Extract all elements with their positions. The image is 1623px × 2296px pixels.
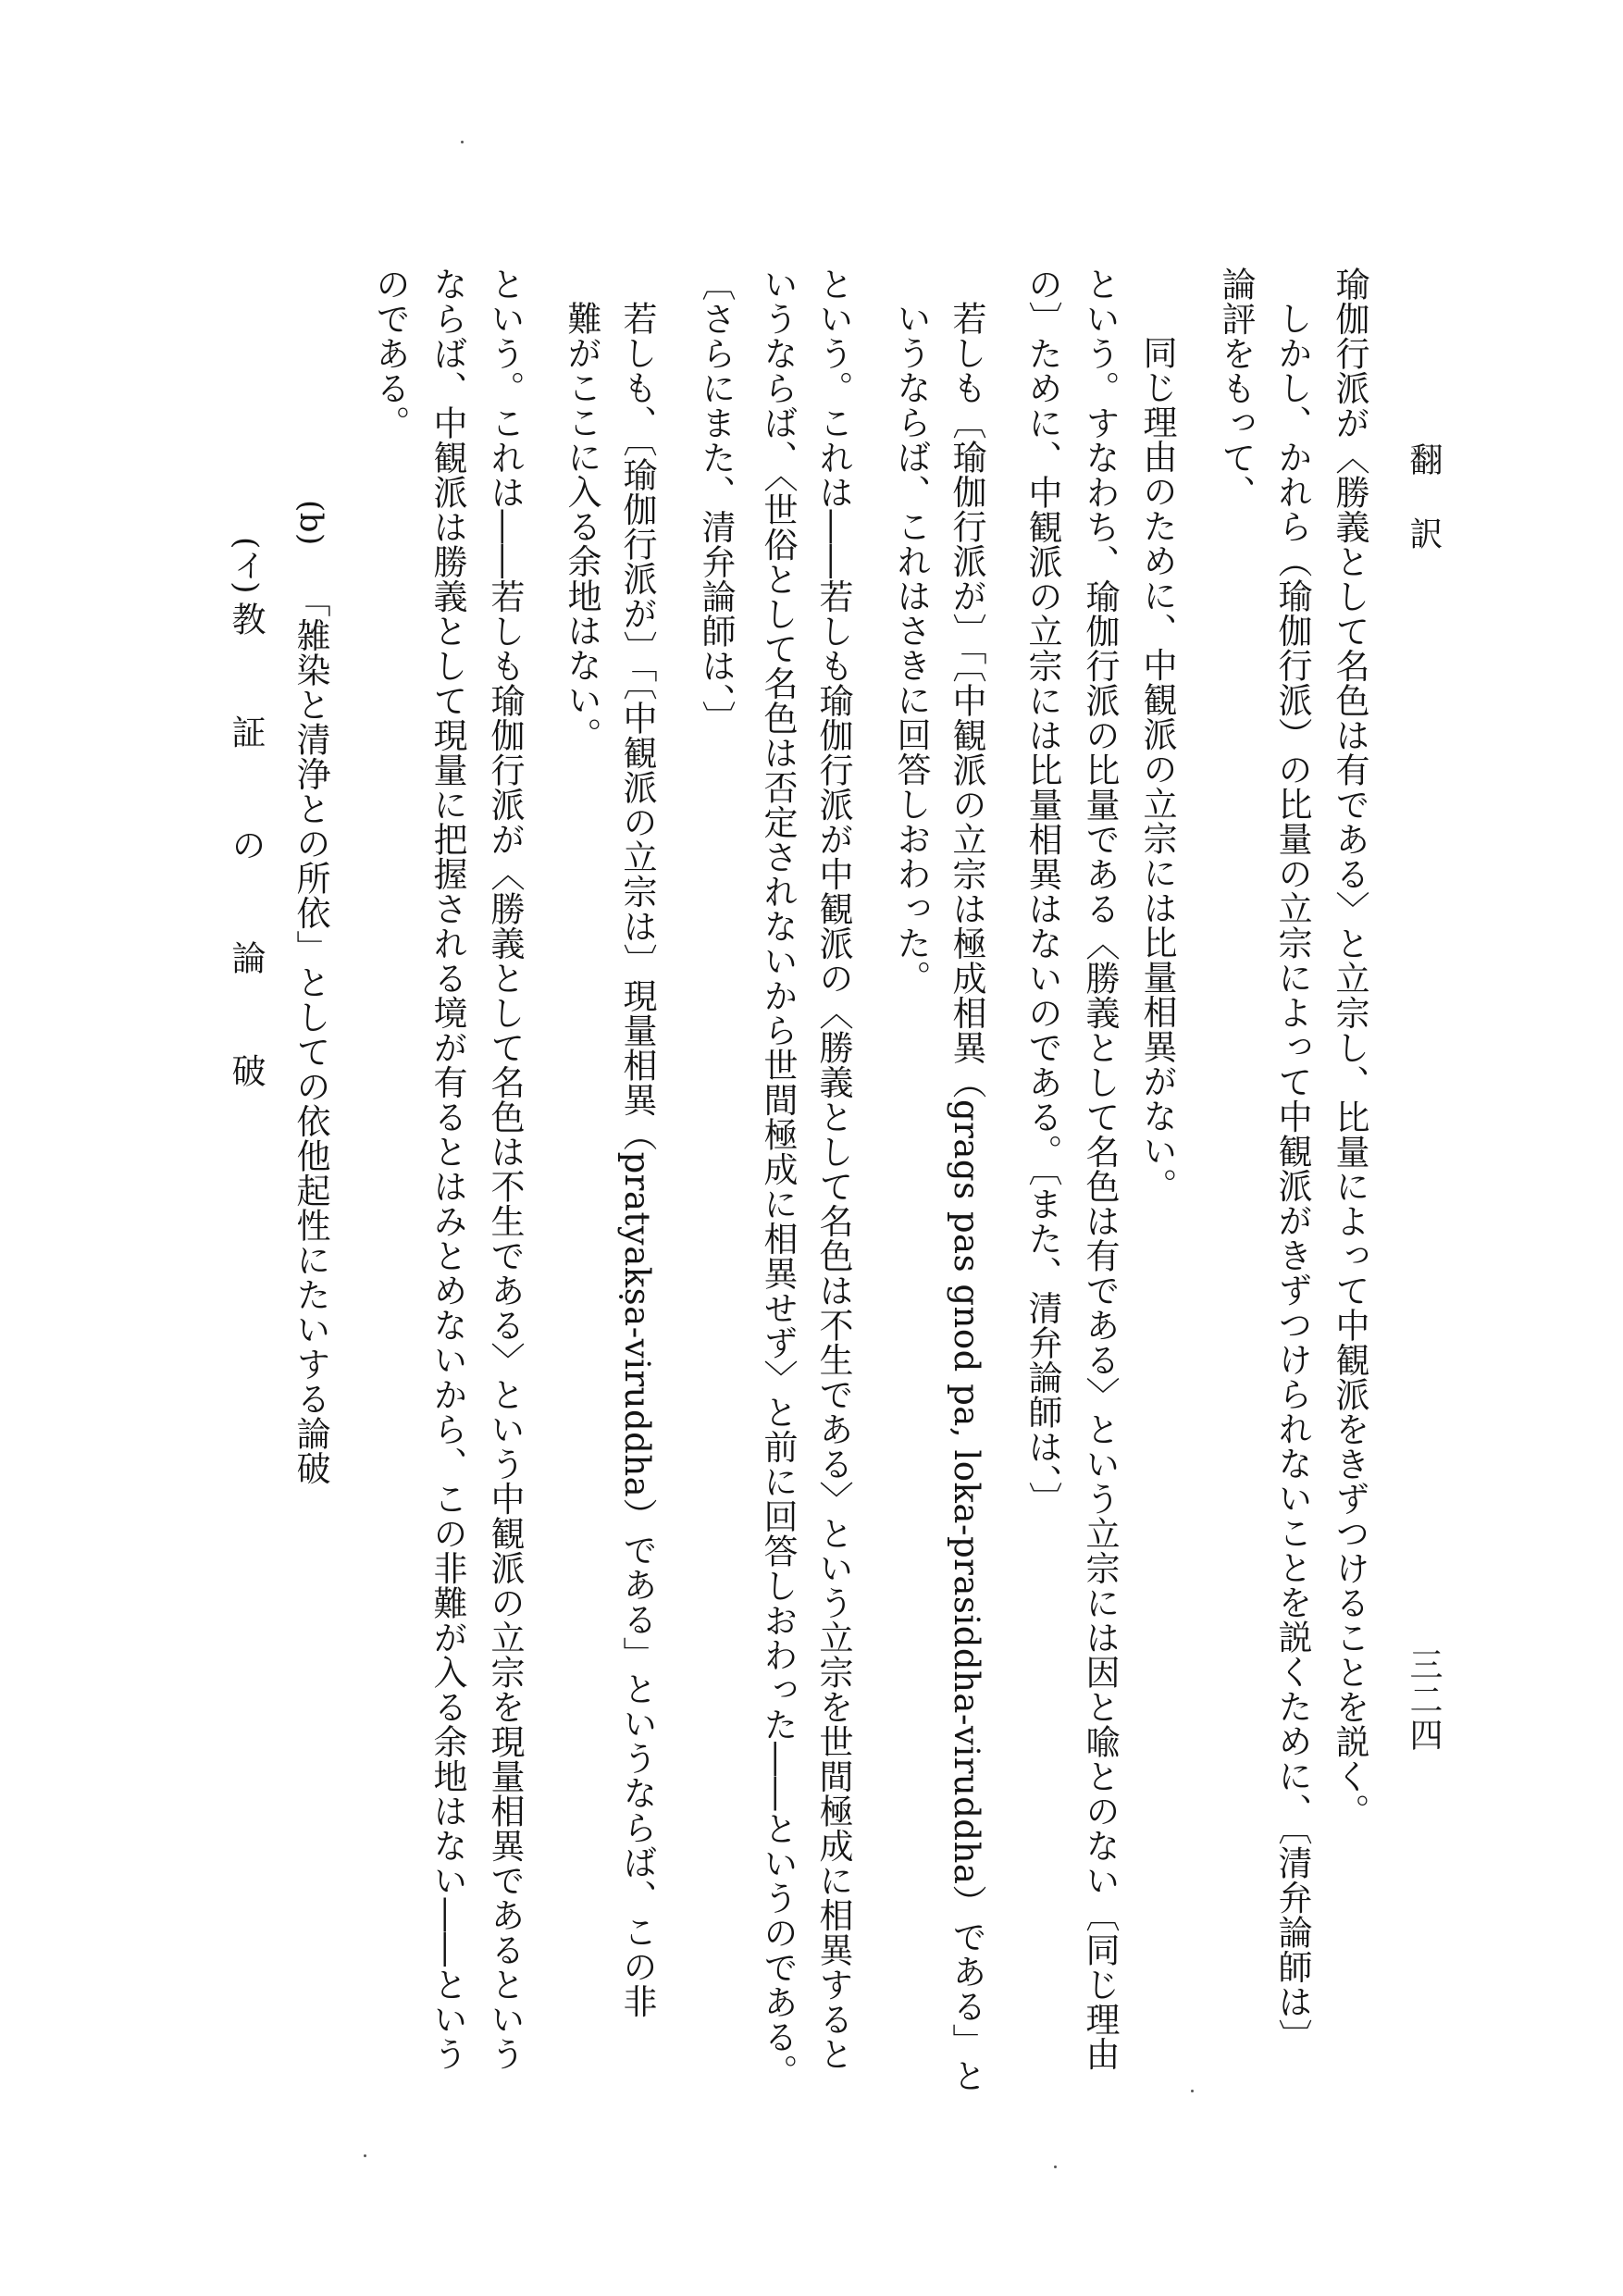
body-line-11: 〔さらにまた、清弁論師は、〕 (696, 267, 736, 736)
body-line-15: ならば、中観派は勝義として現量に把握される境が有るとはみとめないから、この非難が入る余地はない――という (427, 267, 467, 2071)
body-line-8: いうならば、これはさきに回答しおわった。 (891, 301, 931, 995)
body-line-1: 瑜伽行派が〈勝義として名色は有である〉と立宗し、比量によって中観派をきずつけることを説く。 (1330, 267, 1369, 1829)
body-line-13: 難がここに入る余地はない。 (562, 301, 601, 752)
scan-speck (364, 2154, 366, 2157)
body-line-9: という。これは――若しも瑜伽行派が中観派の〈勝義として名色は不生である〉という立宗を世間極成に相異すると (813, 267, 853, 2071)
scan-speck (1054, 2166, 1057, 2168)
body-line-4: 同じ理由のために、中観派の立宗には比量相異がない。 (1137, 335, 1177, 1203)
scan-speck (1191, 2090, 1194, 2092)
body-line-16: のである。 (370, 267, 410, 441)
page-number: 三二四 (1405, 1647, 1443, 1753)
scan-speck (461, 141, 464, 143)
body-line-2: しかし、かれら（瑜伽行派）の比量の立宗によって中観派がきずつけられないことを説くために、〔清弁論師は〕 (1272, 301, 1312, 2054)
running-head: 翻 訳 (1405, 442, 1443, 553)
section-title-i: 教 証 の 論 破 (226, 602, 266, 1110)
body-line-10: いうならば、〈世俗として名色は否定されないから世間極成に相異せず〉と前に回答しおわった――というのである。 (758, 267, 798, 2089)
section-label-b: (b) (292, 500, 329, 546)
section-title-b: 「雑染と清浄との所依」としての依他起性にたいする論破 (291, 583, 330, 1485)
body-line-3: 論評をもって、 (1216, 267, 1256, 510)
section-label-i: (イ) (228, 537, 265, 595)
body-line-5: という。すなわち、瑜伽行派の比量である〈勝義として名色は有である〉という立宗には因と喩とのない〔同じ理由 (1080, 267, 1120, 2071)
body-line-7: 若しも〔瑜伽行派が〕「〔中観派の立宗は極成相異（grags pas gnod pa, loka-prasiddha-viruddha）である」と (947, 301, 986, 2093)
body-line-6: の〕ために、中観派の立宗には比量相異はないのである。〔また、清弁論師は、〕 (1022, 267, 1062, 1517)
body-line-14: という。これは――若しも瑜伽行派が〈勝義として名色は不生である〉という中観派の立宗を現量相異であるという (485, 267, 525, 2071)
body-line-12: 若しも、〔瑜伽行派が〕「〔中観派の立宗は〕現量相異（pratyakṣa-viruddha）である」というならば、この非 (617, 301, 657, 2018)
